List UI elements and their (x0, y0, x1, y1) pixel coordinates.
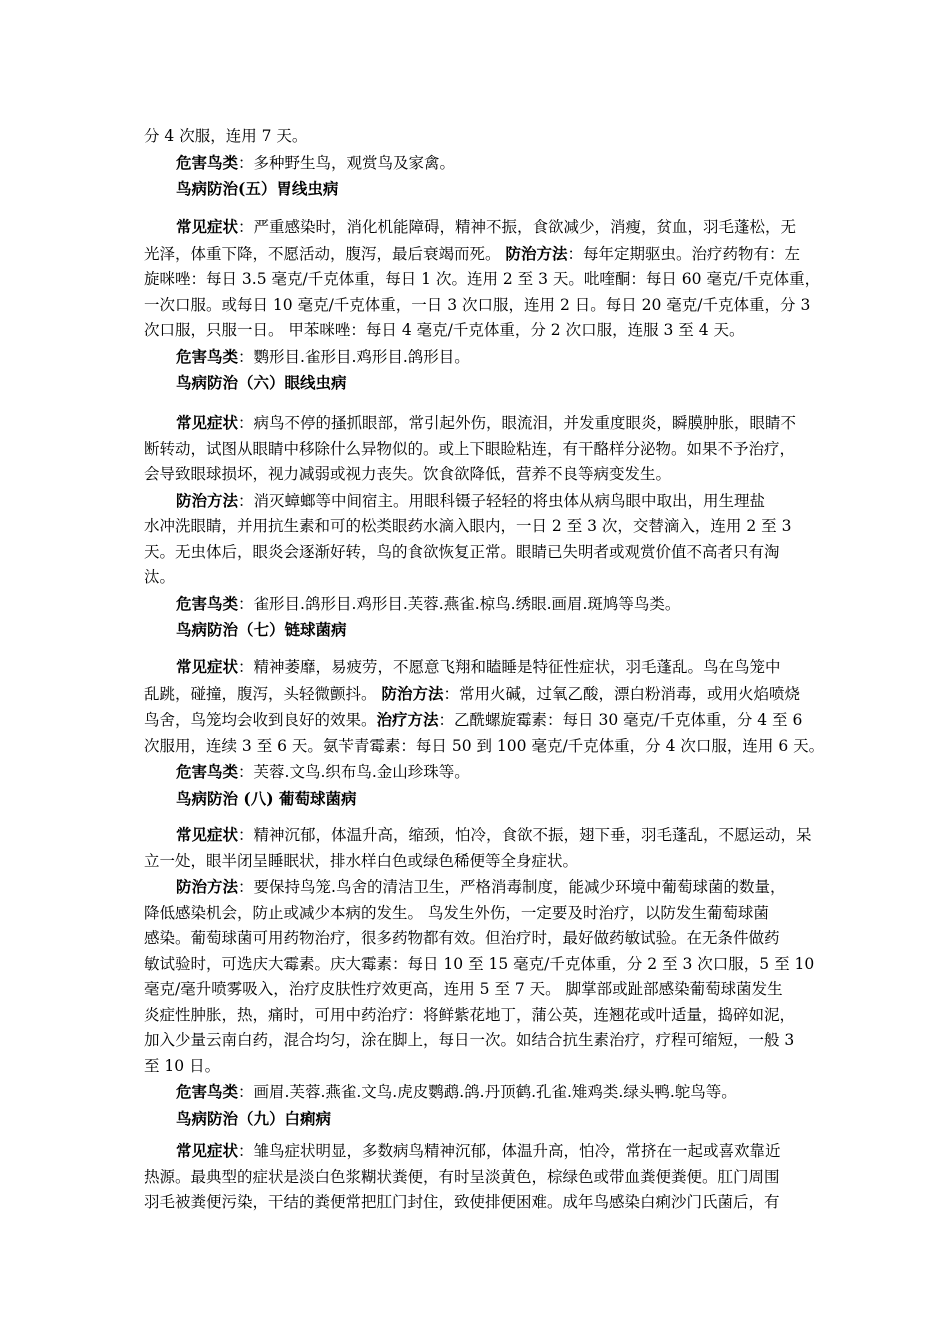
text-span: 光泽，体重下降，不愿活动，腹泻，最后衰竭而死。 (144, 244, 501, 263)
text-line: 加入少量云南白药，混合均匀，涂在脚上，每日一次。如结合抗生素治疗，疗程可缩短，一般 3 (144, 1031, 795, 1049)
symptom-label: 常见症状 (176, 1141, 239, 1160)
text-line: 毫克/毫升喷雾吸入，治疗皮肤性疗效更高，连用 5 至 7 天。 脚掌部或趾部感染葡萄球菌发生 (144, 980, 783, 998)
control-label: 防治方法 (505, 243, 568, 263)
section-6 (144, 410, 814, 643)
control-label: 防治方法 (381, 683, 444, 703)
harm-label: 危害鸟类 (176, 762, 239, 781)
control-line (144, 874, 814, 901)
text-line: 次口服，只服一日。 甲苯咪唑：每日 4 毫克/千克体重，分 2 次口服，连服 3 至 4 天。 (144, 321, 745, 339)
control-label: 防治方法 (176, 877, 239, 896)
text-line: 分 4 次服，连用 7 天。 (144, 127, 308, 145)
text-span: ：常用火碱，过氧乙酸，漂白粉消毒，或用火焰喷烧 (443, 684, 800, 703)
symptom-label: 常见症状 (176, 825, 239, 844)
symptom-line (144, 214, 814, 241)
text-span: 乱跳，碰撞，腹泻，头轻微颤抖。 (144, 684, 377, 703)
harm-label: 危害鸟类 (176, 152, 239, 172)
section-4-tail (144, 124, 814, 202)
symptom-label: 常见症状 (176, 217, 239, 236)
control-label: 防治方法 (176, 490, 239, 510)
text-line: 一次口服。或每日 10 毫克/千克体重，一日 3 次口服，连用 2 日。每日 20 毫克/千克体重，分 3 (144, 295, 811, 314)
text-line: 次服用，连续 3 至 6 天。氨苄青霉素：每日 50 到 100 毫克/千克体重，分 4 次口服，连用 6 天。 (144, 736, 825, 755)
text-span: ：精神沉郁，体温升高，缩颈，怕冷，食欲不振，翅下垂，羽毛蓬乱，不愿运动，呆 (238, 826, 812, 844)
text-line: 水冲洗眼睛，并用抗生素和可的松类眼药水滴入眼内，一日 2 至 3 次，交替滴入，连用 2 至 3 (144, 517, 792, 535)
harm-text: ：芙蓉.文鸟.织布鸟.金山珍珠等。 (238, 763, 470, 781)
text-line: 天。无虫体后，眼炎会逐渐好转，鸟的食欲恢复正常。眼睛已失明者或观赏价值不高者只有淘 (144, 542, 780, 561)
symptom-label: 常见症状 (176, 413, 239, 432)
text-span: ：要保持鸟笼.鸟舍的清洁卫生，严格消毒制度，能减少环境中葡萄球菌的数量， (238, 878, 786, 896)
text-line: 羽毛被粪便污染，干结的粪便常把肛门封住，致使排便困难。成年鸟感染白痢沙门氏菌后，有 (144, 1193, 780, 1211)
harm-line (144, 591, 814, 618)
text-line: 感染。葡萄球菌可用药物治疗，很多药物都有效。但治疗时，最好做药敏试验。在无条件做药 (144, 929, 780, 947)
text-line: 断转动，试图从眼睛中移除什么异物似的。或上下眼睑粘连，有干酪样分泌物。如果不予治疗， (144, 439, 796, 458)
section-7 (144, 654, 825, 811)
text-span: ：消灭蟑螂等中间宿主。用眼科镊子轻轻的将虫体从病鸟眼中取出，用生理盐 (238, 491, 766, 510)
text-line: 炎症性肿胀，热，痛时，可用中药治疗：将鲜紫花地丁，蒲公英，连翘花或叶适量，捣碎如泥， (144, 1005, 796, 1024)
text-span: ：乙酰螺旋霉素：每日 30 毫克/千克体重，分 4 至 6 (438, 711, 803, 729)
section-title: 鸟病防治（九）白痢病 (176, 1108, 332, 1128)
section-title: 鸟病防治(五）胃线虫病 (176, 179, 339, 198)
symptom-line (144, 410, 814, 437)
text-line: 汰。 (144, 568, 176, 586)
symptom-line (144, 654, 814, 681)
harm-line (144, 759, 814, 786)
harm-line (144, 150, 814, 177)
text-line: 敏试验时，可选庆大霉素。庆大霉素：每日 10 至 15 毫克/千克体重，分 2 至 3 次口服，5 至 10 (144, 954, 815, 973)
text-line (144, 707, 814, 734)
text-line: 旋咪唑：每日 3.5 毫克/千克体重，每日 1 次。连用 2 至 3 天。吡喹酮：每日 60 毫克/千克体重， (144, 270, 821, 288)
harm-text: ：雀形目.鸽形目.鸡形目.芙蓉.燕雀.椋鸟.绣眼.画眉.斑鸠等鸟类。 (238, 594, 681, 613)
text-line (144, 681, 814, 708)
text-line: 热源。最典型的症状是淡白色浆糊状粪便，有时呈淡黄色，棕绿色或带血粪便粪便。肛门周围 (144, 1167, 780, 1186)
text-line: 会导致眼球损坏，视力减弱或视力丧失。饮食欲降低，营养不良等病变发生。 (144, 465, 672, 483)
text-line: 立一处，眼半闭呈睡眠状，排水样白色或绿色稀便等全身症状。 (144, 851, 579, 870)
text-span: ：精神萎靡，易疲劳，不愿意飞翔和瞌睡是特征性症状，羽毛蓬乱。鸟在鸟笼中 (238, 658, 781, 676)
harm-line (144, 1079, 814, 1106)
harm-line (144, 344, 814, 371)
text-span: ：每年定期驱虫。治疗药物有：左 (567, 244, 800, 263)
harm-label: 危害鸟类 (176, 593, 239, 613)
harm-text: ：鹦形目.雀形目.鸡形目.鸽形目。 (238, 347, 470, 366)
text-line (144, 241, 814, 268)
section-9 (144, 1138, 814, 1216)
text-span: ：严重感染时，消化机能障碍，精神不振，食欲减少，消瘦，贫血，羽毛蓬松，无 (238, 218, 797, 236)
section-5 (144, 214, 821, 396)
text-span: ：病鸟不停的搔抓眼部，常引起外伤，眼流泪，并发重度眼炎，瞬膜肿胀，眼睛不 (238, 414, 797, 432)
symptom-line (144, 822, 814, 849)
symptom-line (144, 1138, 814, 1165)
control-line (144, 488, 814, 515)
treatment-label: 治疗方法 (376, 710, 439, 729)
text-line: 至 10 日。 (144, 1056, 221, 1075)
section-title: 鸟病防治（六）眼线虫病 (176, 373, 347, 392)
harm-label: 危害鸟类 (176, 346, 239, 366)
text-span: ：雏鸟症状明显，多数病鸟精神沉郁，体温升高，怕冷，常挤在一起或喜欢靠近 (238, 1142, 781, 1160)
symptom-label: 常见症状 (176, 657, 239, 676)
harm-label: 危害鸟类 (176, 1082, 239, 1101)
section-title: 鸟病防治 (八) 葡萄球菌病 (176, 788, 357, 808)
harm-text: ：多种野生鸟，观赏鸟及家禽。 (238, 153, 456, 172)
harm-text: ：画眉.芙蓉.燕雀.文鸟.虎皮鹦鹉.鸽.丹顶鹤.孔雀.雉鸡类.绿头鸭.鸵鸟等。 (238, 1083, 737, 1101)
text-line: 降低感染机会，防止或减少本病的发生。 鸟发生外伤，一定要及时治疗，以防发生葡萄球菌 (144, 903, 769, 922)
section-8 (144, 822, 814, 1131)
section-title: 鸟病防治（七）链球菌病 (176, 620, 347, 639)
text-span: 鸟舍，鸟笼均会收到良好的效果。 (144, 711, 377, 729)
